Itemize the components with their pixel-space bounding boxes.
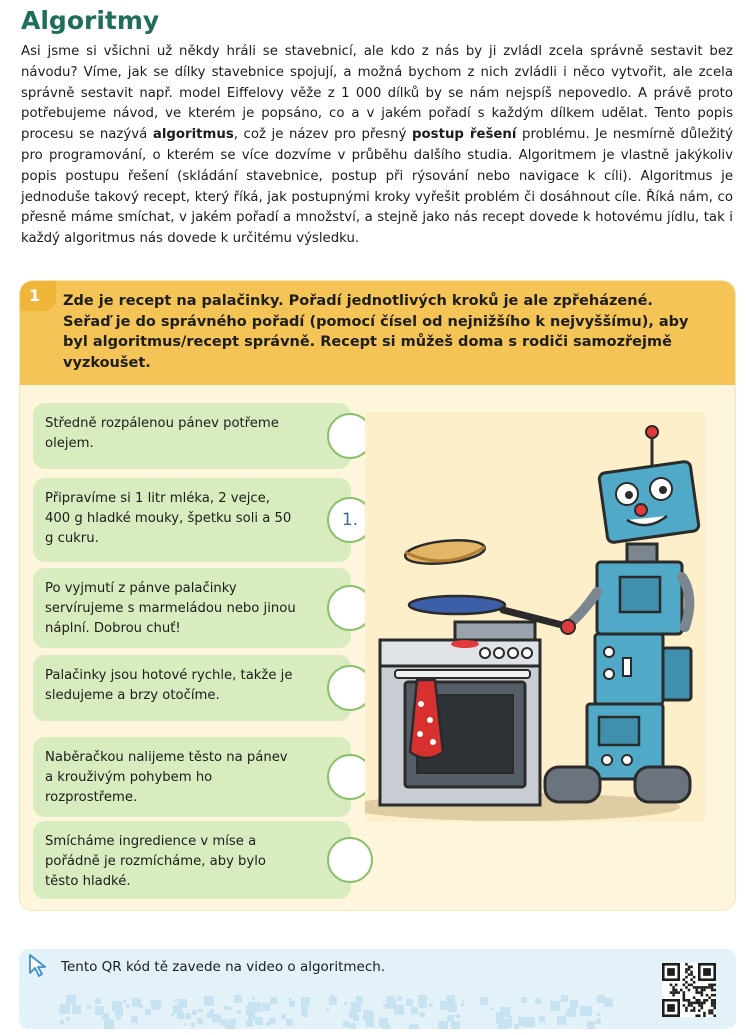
decorative-pattern xyxy=(59,989,619,1029)
intro-text: problému. Je nesmírně důležitý pro programování, o kterém se více dozvíme v průběhu dalšího studia. Algoritmem je vlastně jakýkoliv popis postupu řešení (skládání stavebnice, postup při rýsování nebo navigace k cíli). Algoritmus je jednoduše takový recept, který říká, jak postupnými kroky vyřešit problém či dosáhnout cíle. Říká nám, co přesně máme smíchat, v jakém pořadí a množství, a stejně jako nás recept dovede k hotovému jídlu, tak i každý algoritmus nás dovede k určitému výsledku. xyxy=(21,127,733,247)
intro-paragraph xyxy=(21,42,733,250)
recipe-step-text: Po vyjmutí z pánve palačinky servírujeme s marmeládou nebo jinou náplní. Dobrou chuť! xyxy=(45,581,296,636)
cursor-icon xyxy=(27,953,49,979)
recipe-step-text: Naběračkou nalijeme těsto na pánev a krouživým pohybem ho rozprostřeme. xyxy=(45,750,288,805)
exercise-instruction: Zde je recept na palačinky. Pořadí jednotlivých kroků je ale zpřeházené. Seřaď je do správného pořadí (pomocí čísel od nejnižšího k nejvyššímu), aby byl algoritmus/recept správně. Recept si můžeš doma s rodiči samozřejmě vyzkoušet. xyxy=(63,293,689,371)
recipe-step-text: Palačinky jsou hotové rychle, takže je sledujeme a brzy otočíme. xyxy=(45,668,293,703)
recipe-step xyxy=(33,821,351,899)
recipe-step xyxy=(33,403,351,469)
exercise-number: 1 xyxy=(20,281,56,311)
recipe-step xyxy=(33,737,351,817)
recipe-step-text: Středně rozpálenou pánev potřeme olejem. xyxy=(45,416,279,451)
qr-caption: Tento QR kód tě zavede na video o algoritmech. xyxy=(61,959,386,975)
recipe-step-text: Připravíme si 1 litr mléka, 2 vejce, 400 g hladké mouky, špetku soli a 50 g cukru. xyxy=(45,491,292,546)
exercise-header xyxy=(20,281,736,385)
stove-icon xyxy=(380,622,540,805)
recipe-step xyxy=(33,568,351,648)
intro-text: , což je název pro přesný xyxy=(233,127,413,143)
answer-circle[interactable]: 1. xyxy=(327,497,373,543)
page-title: Algoritmy xyxy=(21,6,160,35)
answer-circle[interactable] xyxy=(327,837,373,883)
intro-keyword: algoritmus xyxy=(152,127,234,143)
intro-keyword: postup řešení xyxy=(412,127,517,143)
recipe-step xyxy=(33,478,359,562)
qr-code-icon[interactable] xyxy=(662,963,716,1017)
qr-footer xyxy=(19,949,736,1029)
recipe-step-text: Smícháme ingredience v míse a pořádně je rozmícháme, aby bylo těsto hladké. xyxy=(45,834,266,889)
robot-cooking-illustration xyxy=(365,412,705,822)
recipe-step xyxy=(33,655,351,721)
intro-text: Asi jsme si všichni už někdy hráli se stavebnicí, ale kdo z nás by ji zvládl zcela správně sestavit bez návodu? Víme, jak se dílky stavebnice spojují, a možná bychom z nich zvládli i něco vytvořit, ale zcela správně sestavit např. model Eiffelovy věže z 1 000 dílků by se nám nejspíš nepovedlo. A právě proto potřebujeme návod, ve kterém je popsáno, co a v jakém pořadí s každým dílkem udělat. Tento popis procesu se nazývá xyxy=(21,44,733,143)
